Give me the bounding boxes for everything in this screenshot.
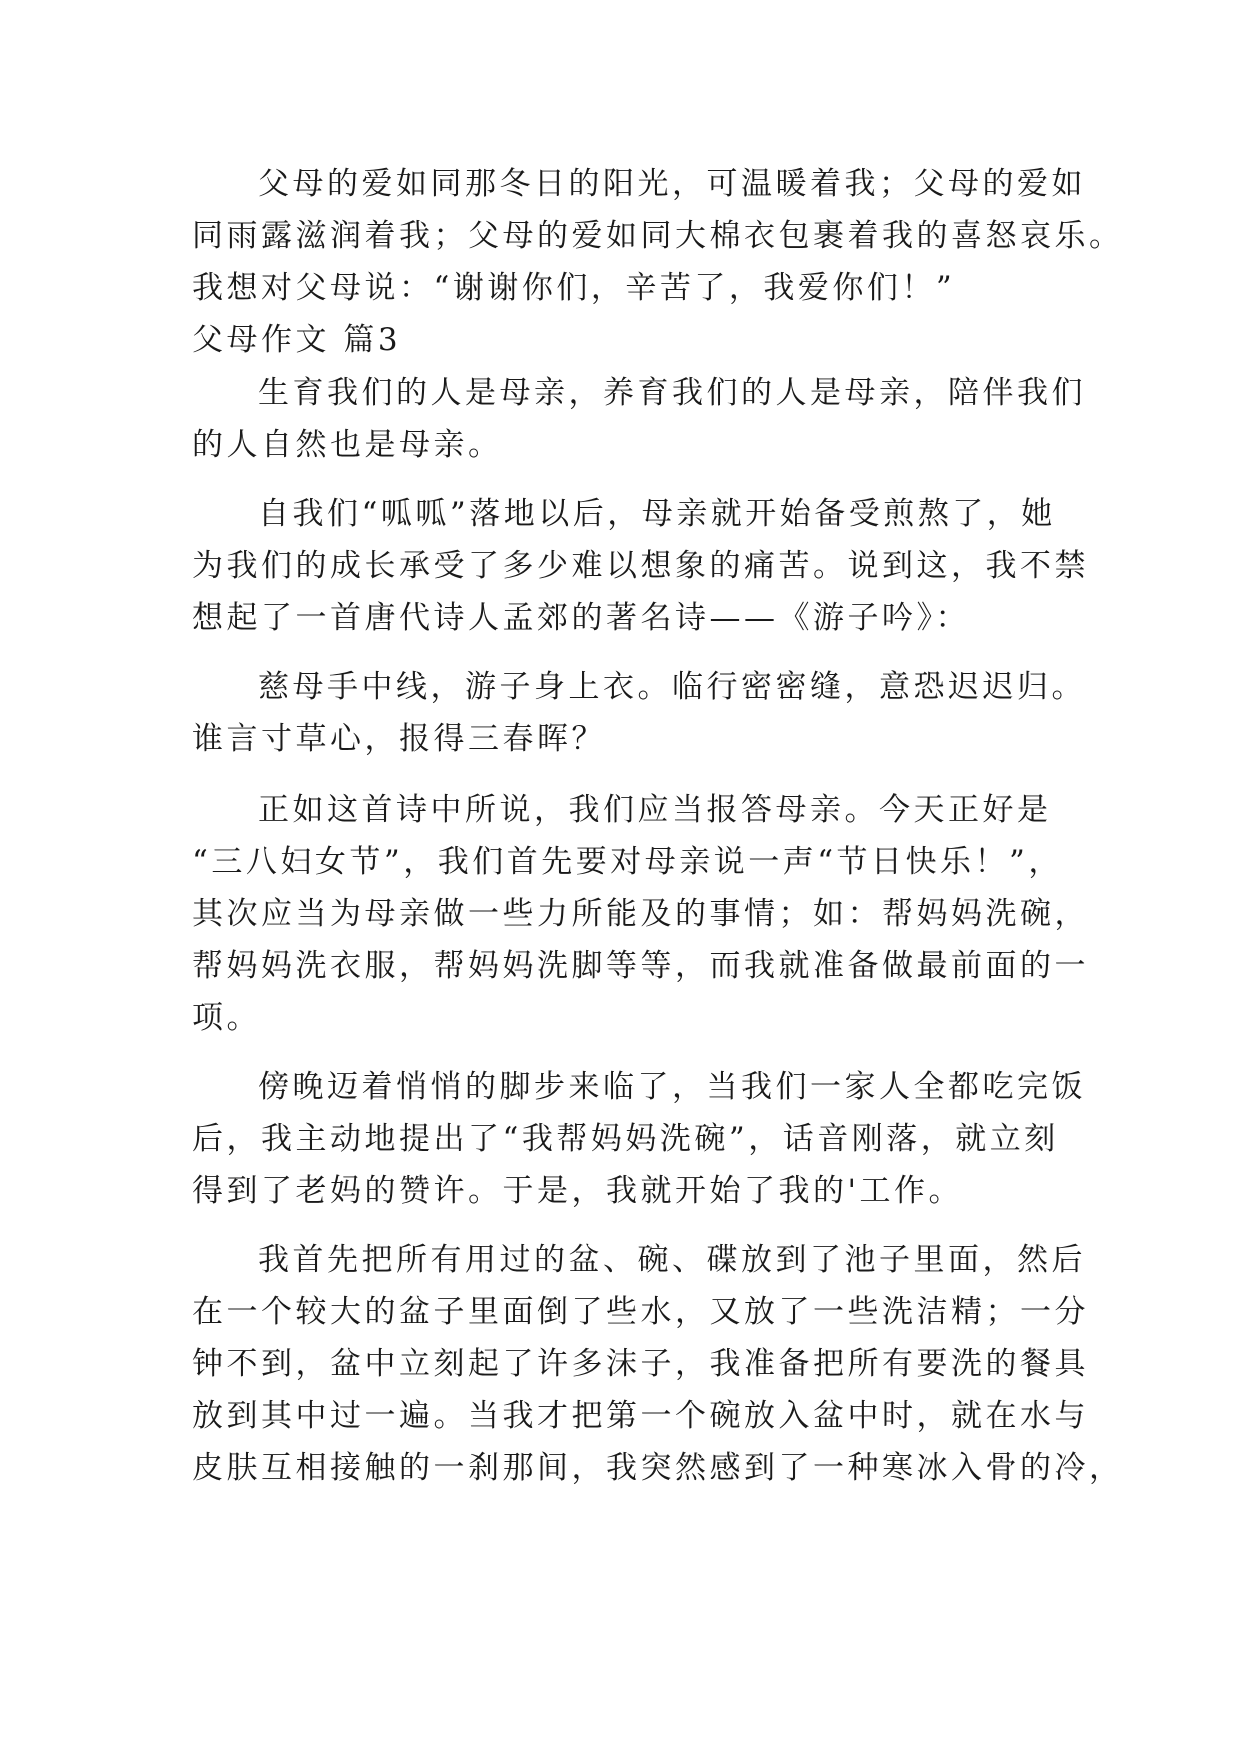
paragraph-line: 得到了老妈的赞许。于是，我就开始了我的'工作。 — [192, 1173, 964, 1209]
paragraph-line: 父母的爱如同那冬日的阳光，可温暖着我；父母的爱如 — [258, 166, 1086, 202]
paragraph-line: 自我们“呱呱”落地以后，母亲就开始备受煎熬了，她 — [258, 496, 1056, 532]
paragraph-line: 皮肤互相接触的一刹那间，我突然感到了一种寒冰入骨的冷， — [192, 1450, 1124, 1486]
paragraph-line: 为我们的成长承受了多少难以想象的痛苦。说到这，我不禁 — [192, 548, 1089, 584]
paragraph-line: 傍晚迈着悄悄的脚步来临了，当我们一家人全都吃完饭 — [258, 1069, 1086, 1105]
paragraph-line: 的人自然也是母亲。 — [192, 427, 503, 463]
paragraph-line: 帮妈妈洗衣服，帮妈妈洗脚等等，而我就准备做最前面的一 — [192, 948, 1089, 984]
paragraph-line: 我想对父母说：“谢谢你们，辛苦了，我爱你们！” — [192, 270, 956, 306]
paragraph-line: 在一个较大的盆子里面倒了些水，又放了一些洗洁精；一分 — [192, 1294, 1089, 1330]
paragraph-line: 钟不到，盆中立刻起了许多沫子，我准备把所有要洗的餐具 — [192, 1346, 1089, 1382]
paragraph-line: 项。 — [192, 1000, 261, 1036]
paragraph-line: “三八妇女节”，我们首先要对母亲说一声“节日快乐！”， — [192, 844, 1063, 880]
poem-line: 谁言寸草心，报得三春晖？ — [192, 721, 606, 757]
poem-line: 慈母手中线，游子身上衣。临行密密缝，意恐迟迟归。 — [258, 669, 1086, 705]
paragraph-line: 同雨露滋润着我；父母的爱如同大棉衣包裹着我的喜怒哀乐。 — [192, 218, 1124, 254]
paragraph-line: 生育我们的人是母亲，养育我们的人是母亲，陪伴我们 — [258, 375, 1086, 411]
paragraph-line: 后，我主动地提出了“我帮妈妈洗碗”，话音刚落，就立刻 — [192, 1121, 1059, 1157]
paragraph-line: 想起了一首唐代诗人孟郊的著名诗——《游子吟》： — [192, 600, 970, 636]
section-heading: 父母作文 篇3 — [192, 322, 402, 358]
paragraph-line: 放到其中过一遍。当我才把第一个碗放入盆中时，就在水与 — [192, 1398, 1089, 1434]
paragraph-line: 我首先把所有用过的盆、碗、碟放到了池子里面，然后 — [258, 1242, 1086, 1278]
paragraph-line: 其次应当为母亲做一些力所能及的事情；如：帮妈妈洗碗， — [192, 896, 1089, 932]
paragraph-line: 正如这首诗中所说，我们应当报答母亲。今天正好是 — [258, 792, 1052, 828]
